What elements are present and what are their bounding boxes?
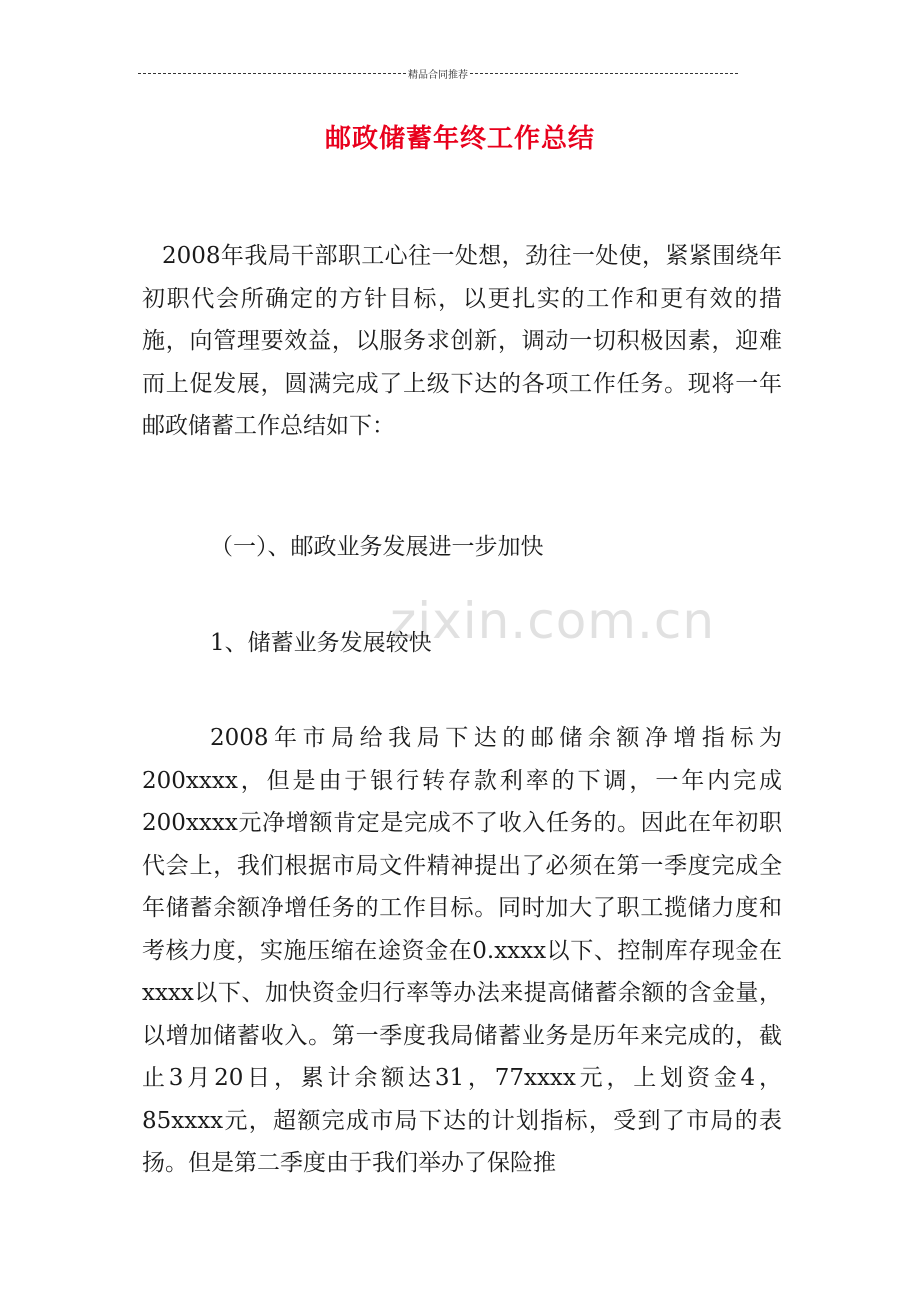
- watermark-text: zixin.com.cn: [390, 592, 716, 650]
- header-dash-right: [470, 73, 738, 74]
- page-header-rule: [138, 66, 738, 80]
- section-heading: （一）、邮政业务发展进一步加快: [210, 534, 544, 560]
- header-label: 精品合同推荐: [408, 69, 468, 81]
- body-paragraph: 2008年市局给我局下达的邮储余额净增指标为200xxxx，但是由于银行转存款利率的下调，一年内完成200xxxx元净增额肯定是完成不了收入任务的。因此在年初职代会上，我们根据市局文件精神提出了必须在第一季度完成全年储蓄余额净增任务的工作目标。同时加大了职工揽储力度和考核力度，实施压缩在途资金在0.xxxx以下、控制库存现金在xxxx以下、加快资金归行率等办法来提高储蓄余额的含金量，以增加储蓄收入。第一季度我局储蓄业务是历年来完成的，截止3月20日，累计余额达31，77xxxx元，上划资金4，85xxxx元，超额完成市局下达的计划指标，受到了市局的表扬。但是第二季度由于我们举办了保险推: [142, 725, 782, 1176]
- subsection-heading: 1、储蓄业务发展较快: [210, 630, 432, 656]
- intro-paragraph: 2008年我局干部职工心往一处想，劲往一处使，紧紧围绕年初职代会所确定的方针目标，以更扎实的工作和更有效的措施，向管理要效益，以服务求创新，调动一切积极因素，迎难而上促发展，圆满完成了上级下达的各项工作任务。现将一年邮政储蓄工作总结如下：: [142, 243, 782, 439]
- header-dash-left: [138, 73, 406, 74]
- document-title: 邮政储蓄年终工作总结: [324, 124, 595, 154]
